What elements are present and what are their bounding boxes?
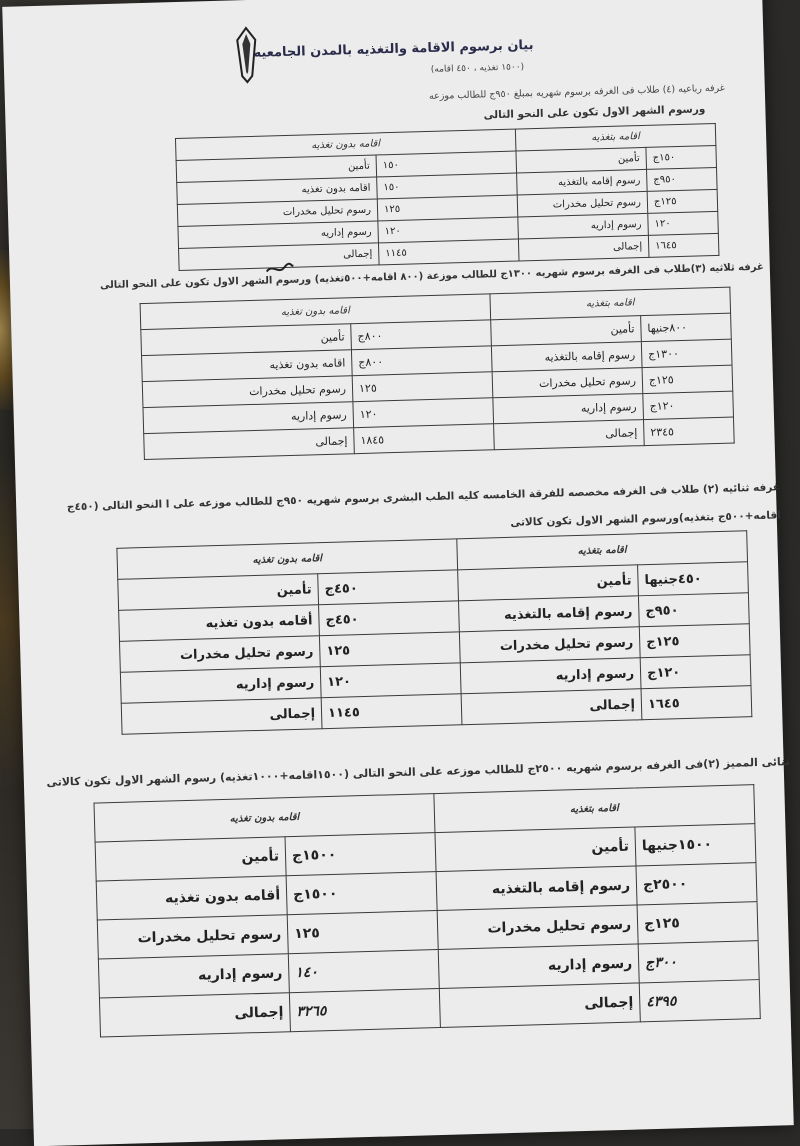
amount-cell: ١٢٠ (378, 217, 519, 243)
total-label-cell: إجمالى (144, 428, 355, 460)
label-cell: اقامه بدون تغذيه (142, 350, 353, 382)
total-amount-cell: ١١٤٥ (321, 694, 462, 729)
label-cell: تأمين (176, 155, 377, 183)
document-title: بيان برسوم الاقامة والتغذيه بالمدن الجامعيه (253, 38, 534, 61)
amount-cell: ١٢٥ج (642, 365, 733, 394)
label-cell: رسوم تحليل مخدرات (177, 199, 378, 227)
amount-cell: ١٢٥ (287, 911, 438, 954)
section1-subdesc: ورسوم الشهر الاول تكون على النحو التالى (483, 103, 706, 122)
amount-cell: ١٥٠٠جنيها (635, 824, 756, 866)
amount-cell: ١٢٠ج (640, 655, 751, 689)
label-cell: أقامه بدون تغذيه (119, 605, 320, 642)
amount-cell-handwritten: ١٤٠ (288, 950, 439, 993)
label-cell: رسوم إقامه بالتغذيه (491, 342, 642, 372)
label-cell: أقامه بدون تغذيه (96, 876, 287, 920)
label-cell: تأمين (141, 324, 352, 356)
amount-cell: ١٥٠ (377, 173, 518, 199)
label-cell: رسوم إداريه (518, 213, 649, 239)
total-amount-cell: ١٦٤٥ (648, 233, 719, 257)
label-cell: تأمين (95, 837, 286, 881)
header-with-food: اقامه بتغذيه (434, 785, 755, 833)
amount-cell: ٤٥٠ج (319, 601, 460, 636)
section3-subdesc: اقامه+٥٠٠ج بتغذيه)ورسوم الشهر الاول تكون كالاتى (510, 509, 781, 529)
label-cell: تأمين (491, 316, 642, 346)
amount-cell: ١٢٥ج (637, 902, 758, 944)
amount-cell: ١٢٥ (319, 632, 460, 667)
label-cell: رسوم إداريه (460, 658, 641, 694)
total-amount-cell: ١٨٤٥ (354, 424, 495, 454)
amount-cell: ٨٠٠ج (351, 346, 492, 376)
fee-table-triple (140, 287, 735, 460)
label-cell: رسوم تحليل مخدرات (492, 368, 643, 398)
label-cell: اقامه بدون تغذيه (177, 177, 378, 205)
total-label-cell: إجمالى (461, 689, 642, 725)
amount-cell: ١٢٥ج (647, 189, 718, 213)
amount-cell: ١٥٠ج (646, 145, 717, 169)
total-label-cell: إجمالى (121, 698, 322, 735)
label-cell: رسوم إقامه بالتغذيه (517, 169, 648, 195)
label-cell: رسوم إقامه بالتغذيه (458, 596, 639, 632)
label-cell: رسوم تحليل مخدرات (97, 915, 288, 959)
header-without-food: اقامه بدون تغذيه (175, 129, 515, 160)
header-with-food: اقامه بتغذيه (515, 123, 716, 151)
total-amount-cell-handwritten: ٣٢٦٥ (289, 989, 440, 1032)
total-label-cell: إجمالى (179, 243, 380, 271)
amount-cell: ١٢٠ (320, 663, 461, 698)
amount-cell: ٤٥٠جنيها (638, 562, 749, 596)
total-label-cell: إجمالى (518, 235, 649, 261)
section1-desc: غرفه رباعيه (٤) طلاب فى الغرفه برسوم شهريه بمبلغ ٩٥٠ج للطالب موزعه (428, 82, 725, 102)
fee-table-double (116, 530, 752, 735)
total-amount-cell: ٢٣٤٥ (644, 417, 735, 446)
label-cell: رسوم إداريه (178, 221, 379, 249)
label-cell: رسوم إقامه بالتغذيه (436, 866, 637, 911)
amount-cell: ١٥٠٠ج (286, 872, 437, 915)
label-cell: رسوم إداريه (438, 944, 639, 989)
amount-cell: ١٢٥ج (639, 624, 750, 658)
title-note: (١٥٠٠ تغذيه ، ٤٥٠ اقامه) (430, 62, 525, 75)
label-cell: رسوم إداريه (493, 394, 644, 424)
amount-cell: ١٥٠٠ج (285, 833, 436, 876)
document-page (2, 0, 794, 1146)
pen-mark-icon (264, 261, 294, 276)
amount-cell: ٩٥٠ج (647, 167, 718, 191)
amount-cell: ٤٥٠ج (318, 570, 459, 605)
label-cell: رسوم إداريه (143, 402, 354, 434)
label-cell: تأمين (435, 827, 636, 872)
header-without-food: اقامه بدون تغذيه (94, 794, 435, 842)
amount-cell: ١٢٠ (353, 398, 494, 428)
label-cell: رسوم تحليل مخدرات (142, 376, 353, 408)
total-label-cell: إجمالى (494, 420, 645, 450)
amount-cell: ١٢٥ (352, 372, 493, 402)
amount-cell: ١٥٠ (376, 151, 517, 177)
label-cell: رسوم إداريه (120, 667, 321, 704)
label-cell: رسوم تحليل مخدرات (119, 636, 320, 673)
amount-cell: ١٣٠٠ج (641, 339, 732, 368)
total-amount-cell-handwritten: ٤٣٩٥ (639, 980, 760, 1022)
total-label-cell: إجمالى (99, 993, 290, 1037)
header-without-food: اقامه بدون تغذيه (117, 539, 458, 579)
header-with-food: اقامه بتغذيه (457, 531, 748, 570)
total-amount-cell: ١١٤٥ (378, 239, 519, 265)
label-cell: رسوم تحليل مخدرات (517, 191, 648, 217)
header-without-food: اقامه بدون تغذيه (140, 294, 491, 330)
amount-cell: ٨٠٠ج (351, 320, 492, 350)
header-with-food: اقامه بتغذيه (490, 287, 731, 320)
label-cell: تأمين (118, 574, 319, 611)
section3-desc: غرفه ثنائيه (٢) طلاب فى الغرفه مخصصه للفرقة الخامسه كليه الطب البشرى برسوم شهريه ٩٥٠ج للطالب موزعه على ا النحو التالى (٤٥٠ج (66, 481, 781, 514)
total-label-cell: إجمالى (439, 983, 640, 1028)
label-cell: تأمين (458, 565, 639, 601)
label-cell: رسوم تحليل مخدرات (459, 627, 640, 663)
label-cell: تأمين (516, 147, 647, 173)
amount-cell: ١٢٠ج (643, 391, 734, 420)
section4-desc: ثنائى المميز (٢)فى الغرفه برسوم شهريه ٢٥٠٠ج للطالب موزعه على النحو التالى (١٥٠٠اقامه+١٠٠٠تغذيه) رسوم الشهر الاول تكون كالاتى (46, 755, 790, 789)
amount-cell: ٢٥٠٠ج (636, 863, 757, 905)
amount-cell-handwritten: ٣٠٠ج (638, 941, 759, 983)
amount-cell: ٨٠٠جنيها (641, 313, 732, 342)
amount-cell: ٩٥٠ج (638, 593, 749, 627)
label-cell: رسوم تحليل مخدرات (437, 905, 638, 950)
section2-desc: غرفه ثلاثيه (٣)طلاب فى الغرفه برسوم شهريه ١٣٠٠ج للطالب موزعة (٨٠٠ اقامه+٥٠٠تغذيه) ورسوم الشهر الاول تكون على النحو التالى (99, 261, 764, 292)
amount-cell: ١٢٥ (377, 195, 518, 221)
total-amount-cell: ١٦٤٥ (641, 686, 752, 720)
fee-table-quad (175, 123, 720, 271)
fee-table-premium-double (93, 784, 760, 1037)
amount-cell: ١٢٠ (648, 211, 719, 235)
label-cell: رسوم إداريه (98, 954, 289, 998)
